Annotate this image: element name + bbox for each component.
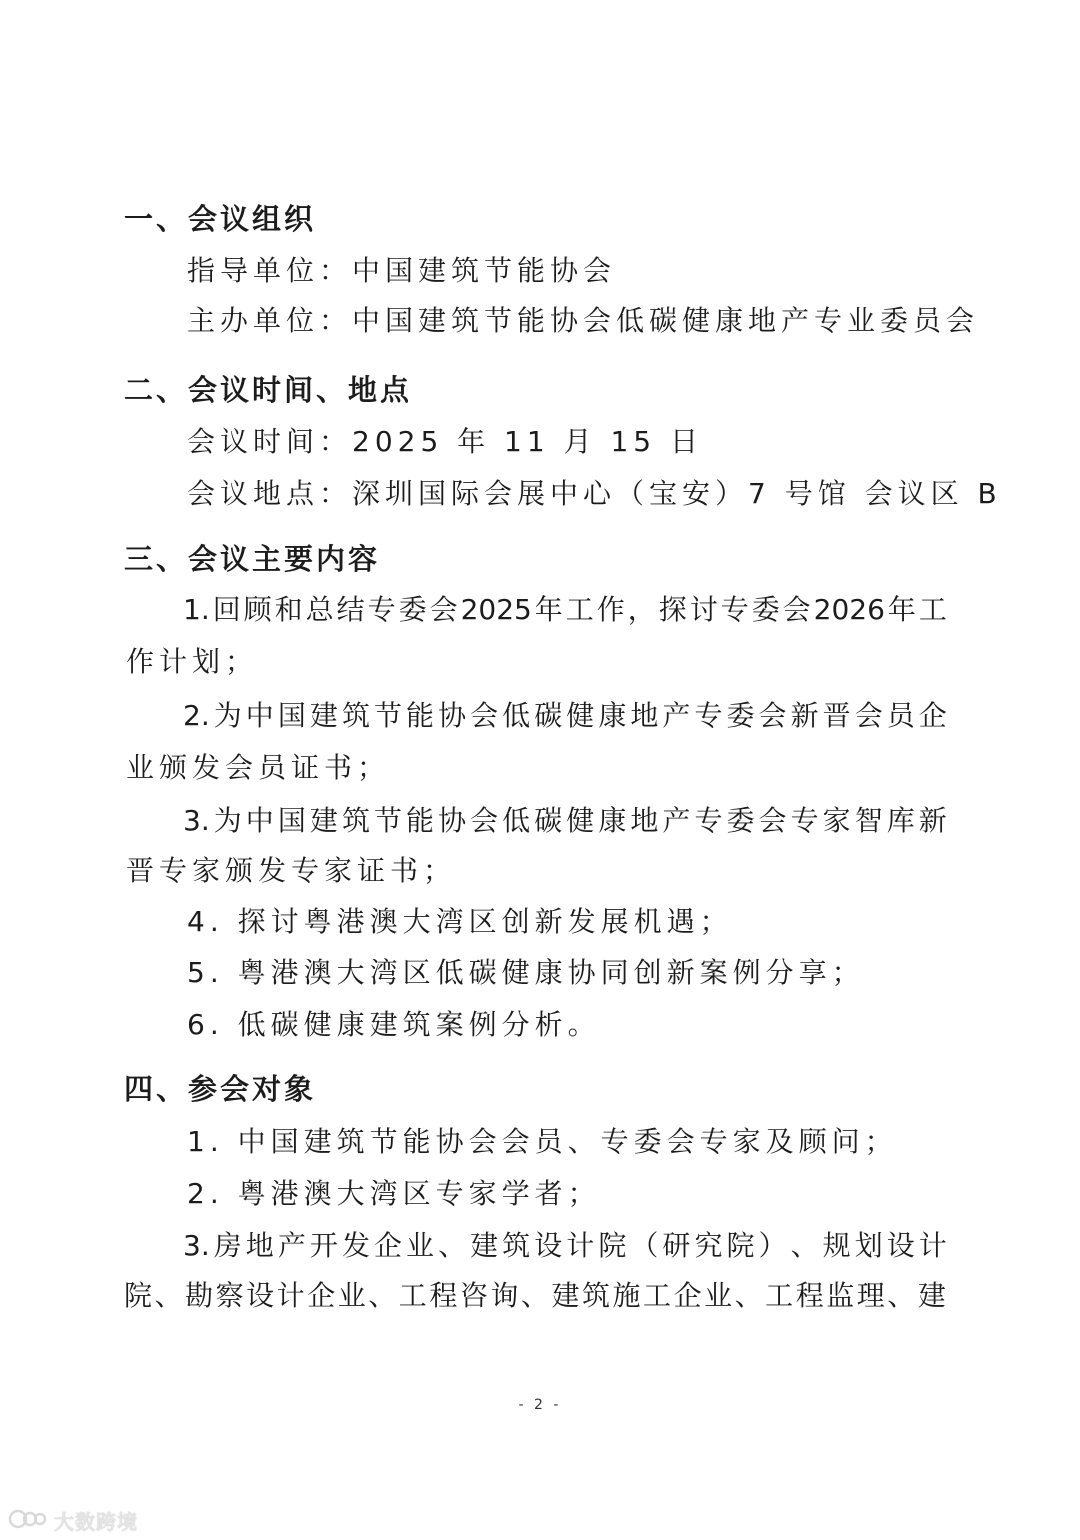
glyph: 为 [213,699,242,732]
content-item-1 [183,592,947,628]
glyph: 健 [566,804,595,837]
content-item-4: 4. 探讨粤港澳大湾区创新发展机遇； [187,905,733,938]
glyph: 筑 [502,1229,531,1262]
glyph: 康 [598,804,627,837]
glyph: 国 [277,699,306,732]
glyph: 晋 [822,699,851,732]
glyph: 筑 [341,699,370,732]
watermark-text: 大数跨境 [54,1510,138,1534]
section-heading-attendees: 四、参会对象 [124,1072,317,1106]
glyph: 会 [470,699,499,732]
glyph: 筑 [581,1279,610,1312]
content-item-2 [183,698,947,734]
glyph: 、 [438,1229,467,1262]
meeting-place-line: 会议地点：深圳国际会展中心（宝安）7 号馆 会议区 B [187,477,1002,510]
glyph: 2. [183,699,210,732]
glyph: 总 [305,593,334,626]
glyph: 企 [373,1229,402,1262]
glyph: 能 [406,804,435,837]
glyph: 能 [406,699,435,732]
glyph: 发 [341,1229,370,1262]
content-item-5: 5. 粤港澳大湾区低碳健康协同创新案例分享； [187,956,865,989]
glyph: 设 [534,1229,563,1262]
glyph: 智 [854,804,883,837]
section-heading-main-content: 三、会议主要内容 [124,542,381,576]
glyph: 咨 [459,1279,488,1312]
glyph: 低 [502,804,531,837]
glyph: 地 [630,804,659,837]
glyph: 程 [429,1279,458,1312]
glyph: 监 [826,1279,855,1312]
glyph: 工 [565,593,594,626]
glyph: 委 [398,593,427,626]
glyph: 健 [566,699,595,732]
glyph: 建 [309,804,338,837]
glyph: 2025 [460,593,532,626]
section-heading-organization: 一、会议组织 [124,202,317,236]
content-item-6: 6. 低碳健康建筑案例分析。 [187,1008,601,1041]
glyph: （ [630,1229,659,1262]
glyph: 业 [337,1279,366,1312]
glyph: 2026 [813,593,885,626]
glyph: 工 [918,593,947,626]
attendee-item-1: 1. 中国建筑节能协会会员、专委会专家及顾问； [187,1125,898,1158]
glyph: 工 [398,1279,427,1312]
glyph: 1. [183,593,210,626]
glyph: 专 [720,593,749,626]
glyph: 地 [245,1229,274,1262]
glyph: 中 [245,699,274,732]
meeting-time-line: 会议时间：2025 年 11 月 15 日 [187,425,704,458]
glyph: 3. [183,804,210,837]
glyph: 和 [274,593,303,626]
watermark [8,1506,138,1535]
glyph: 地 [630,699,659,732]
glyph: 委 [726,699,755,732]
glyph: 为 [213,804,242,837]
glyph: 讨 [689,593,718,626]
glyph: 会 [429,593,458,626]
brand-logo-icon [8,1508,48,1534]
glyph: 协 [438,804,467,837]
glyph: 理 [856,1279,885,1312]
glyph: 委 [726,804,755,837]
glyph: 家 [822,804,851,837]
glyph: 企 [673,1279,702,1312]
glyph: 程 [795,1279,824,1312]
glyph: 研 [662,1229,691,1262]
glyph: 探 [658,593,687,626]
glyph: 委 [751,593,780,626]
glyph: 年 [887,593,916,626]
guiding-unit-line: 指导单位：中国建筑节能协会 [187,254,617,287]
glyph: 产 [662,699,691,732]
glyph: 询 [490,1279,519,1312]
glyph: 计 [566,1229,595,1262]
glyph: 新 [918,804,947,837]
glyph: 国 [277,804,306,837]
glyph: 企 [918,699,947,732]
glyph: 回 [212,593,241,626]
glyph: 康 [598,699,627,732]
glyph: 建 [309,699,338,732]
glyph: 顾 [243,593,272,626]
glyph: 会 [758,804,787,837]
glyph: 建 [551,1279,580,1312]
page-number: - 2 - [518,1397,562,1413]
glyph: 会 [854,699,883,732]
glyph: 员 [886,699,915,732]
glyph: 开 [309,1229,338,1262]
glyph: 划 [854,1229,883,1262]
glyph: 设 [886,1229,915,1262]
glyph: 产 [277,1229,306,1262]
glyph: 规 [822,1229,851,1262]
glyph: ） [758,1229,787,1262]
content-item-3-cont: 晋专家颁发专家证书； [126,854,457,887]
glyph: 会 [782,593,811,626]
glyph: 协 [438,699,467,732]
glyph: 年 [534,593,563,626]
glyph: 3. [183,1229,210,1262]
glyph: 、 [734,1279,763,1312]
glyph: 碳 [534,804,563,837]
glyph: 院 [124,1279,153,1312]
glyph: 勘 [185,1279,214,1312]
glyph: 节 [373,699,402,732]
glyph: 计 [918,1229,947,1262]
glyph: 、 [887,1279,916,1312]
glyph: 究 [694,1229,723,1262]
glyph: 专 [790,804,819,837]
glyph: 业 [704,1279,733,1312]
attendee-item-2: 2. 粤港澳大湾区专家学者； [187,1177,601,1210]
glyph: 碳 [534,699,563,732]
content-item-3 [183,803,947,839]
glyph: 建 [470,1229,499,1262]
attendee-item-3 [183,1228,947,1264]
glyph: 低 [502,699,531,732]
glyph: 、 [520,1279,549,1312]
glyph: 察 [215,1279,244,1312]
glyph: 库 [886,804,915,837]
glyph: 作 [596,593,625,626]
glyph: 会 [758,699,787,732]
glyph: 结 [336,593,365,626]
glyph: 、 [790,1229,819,1262]
glyph: 房 [213,1229,242,1262]
glyph: 中 [245,804,274,837]
glyph: 、 [154,1279,183,1312]
glyph: 施 [612,1279,641,1312]
content-item-1-cont: 作计划； [126,645,259,678]
glyph: 专 [367,593,396,626]
glyph: 专 [694,804,723,837]
glyph: 计 [276,1279,305,1312]
glyph: 院 [598,1229,627,1262]
glyph: 建 [917,1279,946,1312]
glyph: 工 [765,1279,794,1312]
glyph: 业 [406,1229,435,1262]
glyph: 专 [694,699,723,732]
host-unit-line: 主办单位：中国建筑节能协会低碳健康地产专业委员会 [187,304,980,337]
glyph: 新 [790,699,819,732]
glyph: 企 [307,1279,336,1312]
glyph: 设 [246,1279,275,1312]
glyph: 院 [726,1229,755,1262]
section-heading-time-place: 二、会议时间、地点 [124,373,413,407]
glyph: 产 [662,804,691,837]
content-item-2-cont: 业颁发会员证书； [126,751,391,784]
glyph: ， [627,593,656,626]
glyph: 工 [643,1279,672,1312]
attendee-item-3-cont [124,1278,946,1314]
glyph: 、 [368,1279,397,1312]
glyph: 节 [373,804,402,837]
glyph: 筑 [341,804,370,837]
glyph: 会 [470,804,499,837]
